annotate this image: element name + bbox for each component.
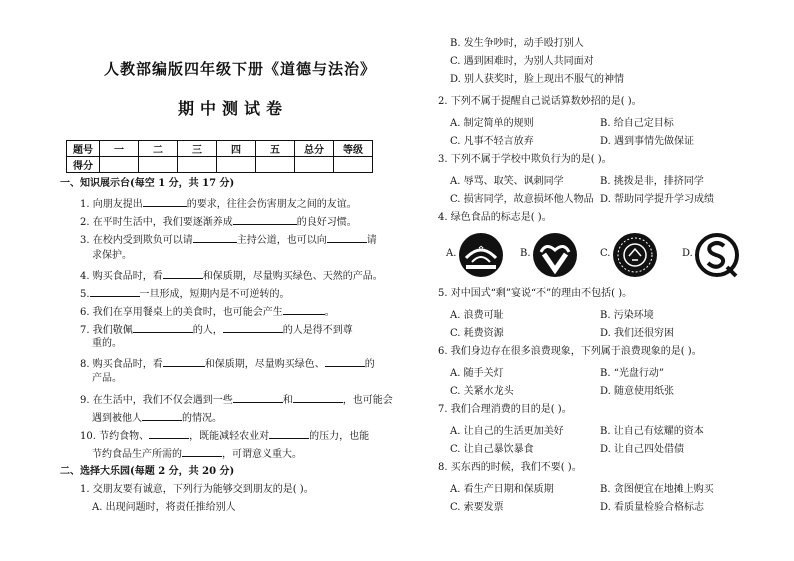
fill-question: 3. 在校内受到欺负可以请 主持公道，也可以向 请 [80, 232, 377, 247]
choice-option[interactable]: C. 凡事不轻言放弃 [450, 136, 534, 147]
answer-blank[interactable] [163, 356, 205, 367]
answer-blank[interactable] [143, 196, 187, 207]
choice-question: 3. 下列不属于学校中欺负行为的是( )。 [438, 154, 612, 165]
choice-option[interactable]: C. 关紧水龙头 [450, 386, 514, 397]
choice-option[interactable]: D. 我们还很穷困 [600, 328, 675, 339]
score-cell[interactable] [295, 157, 334, 173]
choice-question: 2. 下列不属于提醒自己说话算数妙招的是( )。 [438, 96, 642, 107]
choice-question: 5. 对中国式“剩”宴说“不”的理由不包括( )。 [438, 288, 633, 299]
choice-option[interactable]: A. 浪费可耻 [450, 310, 504, 321]
choice-option[interactable]: B. 发生争吵时，动手殴打别人 [450, 38, 584, 49]
answer-blank[interactable] [327, 232, 367, 243]
fill-question-cont: 节约食品生产所需的 ，可谓意义重大。 [92, 446, 302, 461]
choice-option[interactable]: C. 耗费资源 [450, 328, 504, 339]
choice-option[interactable]: D. 随意使用纸张 [600, 386, 675, 397]
choice-option[interactable]: A. 制定简单的规则 [450, 118, 534, 129]
score-cell: 二 [139, 141, 178, 157]
choice-option[interactable]: D. 看质量检验合格标志 [600, 502, 705, 513]
choice-option[interactable]: B. 让自己有炫耀的资本 [600, 426, 704, 437]
score-cell[interactable] [100, 157, 139, 173]
answer-blank[interactable] [293, 392, 343, 403]
choice-question: 6. 我们身边存在很多浪费现象，下列属于浪费现象的是( )。 [438, 346, 702, 357]
answer-blank[interactable] [283, 304, 325, 315]
choice-option[interactable]: D. 别人获奖时，脸上现出不服气的神情 [450, 74, 625, 85]
choice-option[interactable]: B. 挑拨是非，排挤同学 [600, 176, 704, 187]
fill-question: 6. 我们在享用餐桌上的美食时，也可能会产生 。 [80, 304, 335, 319]
choice-option[interactable]: A. 看生产日期和保质期 [450, 484, 554, 495]
choice-option[interactable]: C. 索要发票 [450, 502, 504, 513]
choice-option[interactable]: D. 让自己四处借债 [600, 444, 685, 455]
fill-question: 10. 节约食物、 ，既能减轻农业对 的压力，也能 [80, 428, 369, 443]
answer-blank[interactable] [233, 392, 283, 403]
score-table-header-row [67, 141, 373, 157]
choice-option[interactable]: A. 让自己的生活更加美好 [450, 426, 564, 437]
score-cell: 一 [100, 141, 139, 157]
choice-option[interactable]: B. 给自己定目标 [600, 118, 674, 129]
answer-blank[interactable] [142, 410, 182, 421]
section2-heading: 二、选择大乐园(每题 2 分，共 20 分) [60, 466, 235, 477]
qs-logo-d-icon[interactable] [694, 232, 740, 278]
choice-option[interactable]: A. [446, 248, 457, 259]
green-food-logo-a-icon[interactable] [458, 232, 504, 278]
fill-question-cont: 求保护。 [92, 250, 132, 261]
score-cell[interactable] [139, 157, 178, 173]
score-cell[interactable] [178, 157, 217, 173]
answer-blank[interactable] [133, 322, 193, 333]
score-cell[interactable] [217, 157, 256, 173]
answer-blank[interactable] [163, 268, 203, 279]
answer-blank[interactable] [269, 428, 309, 439]
fill-question: 1. 向朋友提出 的要求，往往会伤害朋友之间的友谊。 [80, 196, 357, 211]
score-table [66, 140, 373, 173]
answer-blank[interactable] [325, 356, 365, 367]
score-cell: 题号 [67, 141, 100, 157]
choice-question: 1. 交朋友要有诚意，下列行为能够交到朋友的是( )。 [80, 484, 314, 495]
answer-blank[interactable] [149, 428, 189, 439]
choice-option[interactable]: C. 让自己暴饮暴食 [450, 444, 534, 455]
section1-heading: 一、知识展示台(每空 1 分，共 17 分) [60, 178, 235, 189]
fill-question: 7. 我们敬佩 的人， 的人是得不到尊 [80, 322, 353, 337]
score-cell[interactable] [334, 157, 373, 173]
score-cell[interactable] [256, 157, 295, 173]
choice-question: 8. 买东西的时候，我们不要( )。 [438, 462, 582, 473]
fill-question: 9. 在生活中，我们不仅会遇到一些 和 ，也可能会 [80, 392, 393, 407]
green-food-logo-b-icon[interactable] [532, 232, 578, 278]
answer-blank[interactable] [233, 214, 297, 225]
choice-option[interactable]: A. 辱骂、取笑、讽刺同学 [450, 176, 564, 187]
svg-text:✿: ✿ [478, 245, 484, 252]
choice-option[interactable]: B. “光盘行动” [600, 368, 664, 379]
answer-blank[interactable] [193, 232, 237, 243]
fill-question-cont: 重的。 [92, 338, 122, 349]
choice-option[interactable]: C. [600, 248, 611, 259]
fill-question: 5. 一旦形成，短期内是不可逆转的。 [80, 286, 290, 301]
fill-question: 2. 在平时生活中，我们要逐渐养成 的良好习惯。 [80, 214, 357, 229]
fill-question: 8. 购买食品时，看 和保质期，尽量购买绿色、 的 [80, 356, 375, 371]
score-cell: 总分 [295, 141, 334, 157]
score-cell: 得分 [67, 157, 100, 173]
fill-question-cont: 遇到被他人 的情况。 [92, 410, 222, 425]
choice-question: 4. 绿色食品的标志是( )。 [438, 212, 552, 223]
choice-option[interactable]: D. 帮助同学提升学习成绩 [600, 194, 715, 205]
answer-blank[interactable] [182, 446, 222, 457]
choice-option[interactable]: C. 损害同学，故意损坏他人物品 [450, 194, 594, 205]
choice-option[interactable]: A. 随手关灯 [450, 368, 504, 379]
exam-subtitle: 期中测试卷 [178, 99, 289, 118]
score-cell: 等级 [334, 141, 373, 157]
choice-option[interactable]: B. 贪图便宜在地摊上购买 [600, 484, 714, 495]
choice-option[interactable]: D. 遇到事情先做保证 [600, 136, 695, 147]
choice-option[interactable]: B. 污染环境 [600, 310, 654, 321]
answer-blank[interactable] [223, 322, 283, 333]
answer-blank[interactable] [90, 286, 140, 297]
fill-question-cont: 产品。 [92, 373, 122, 384]
score-cell: 五 [256, 141, 295, 157]
choice-option[interactable]: A. 出现问题时，将责任推给别人 [92, 502, 236, 513]
choice-question: 7. 我们合理消费的目的是( )。 [438, 404, 572, 415]
score-cell: 三 [178, 141, 217, 157]
choice-option[interactable]: C. 遇到困难时，为别人共同面对 [450, 56, 594, 67]
choice-option[interactable]: B. [520, 248, 531, 259]
exam-title: 人教部编版四年级下册《道德与法治》 [104, 60, 377, 78]
green-food-logo-c-icon[interactable] [612, 232, 658, 278]
choice-option[interactable]: D. [682, 248, 693, 259]
score-cell: 四 [217, 141, 256, 157]
score-table-score-row [67, 157, 373, 173]
fill-question: 4. 购买食品时，看 和保质期，尽量购买绿色、天然的产品。 [80, 268, 383, 283]
